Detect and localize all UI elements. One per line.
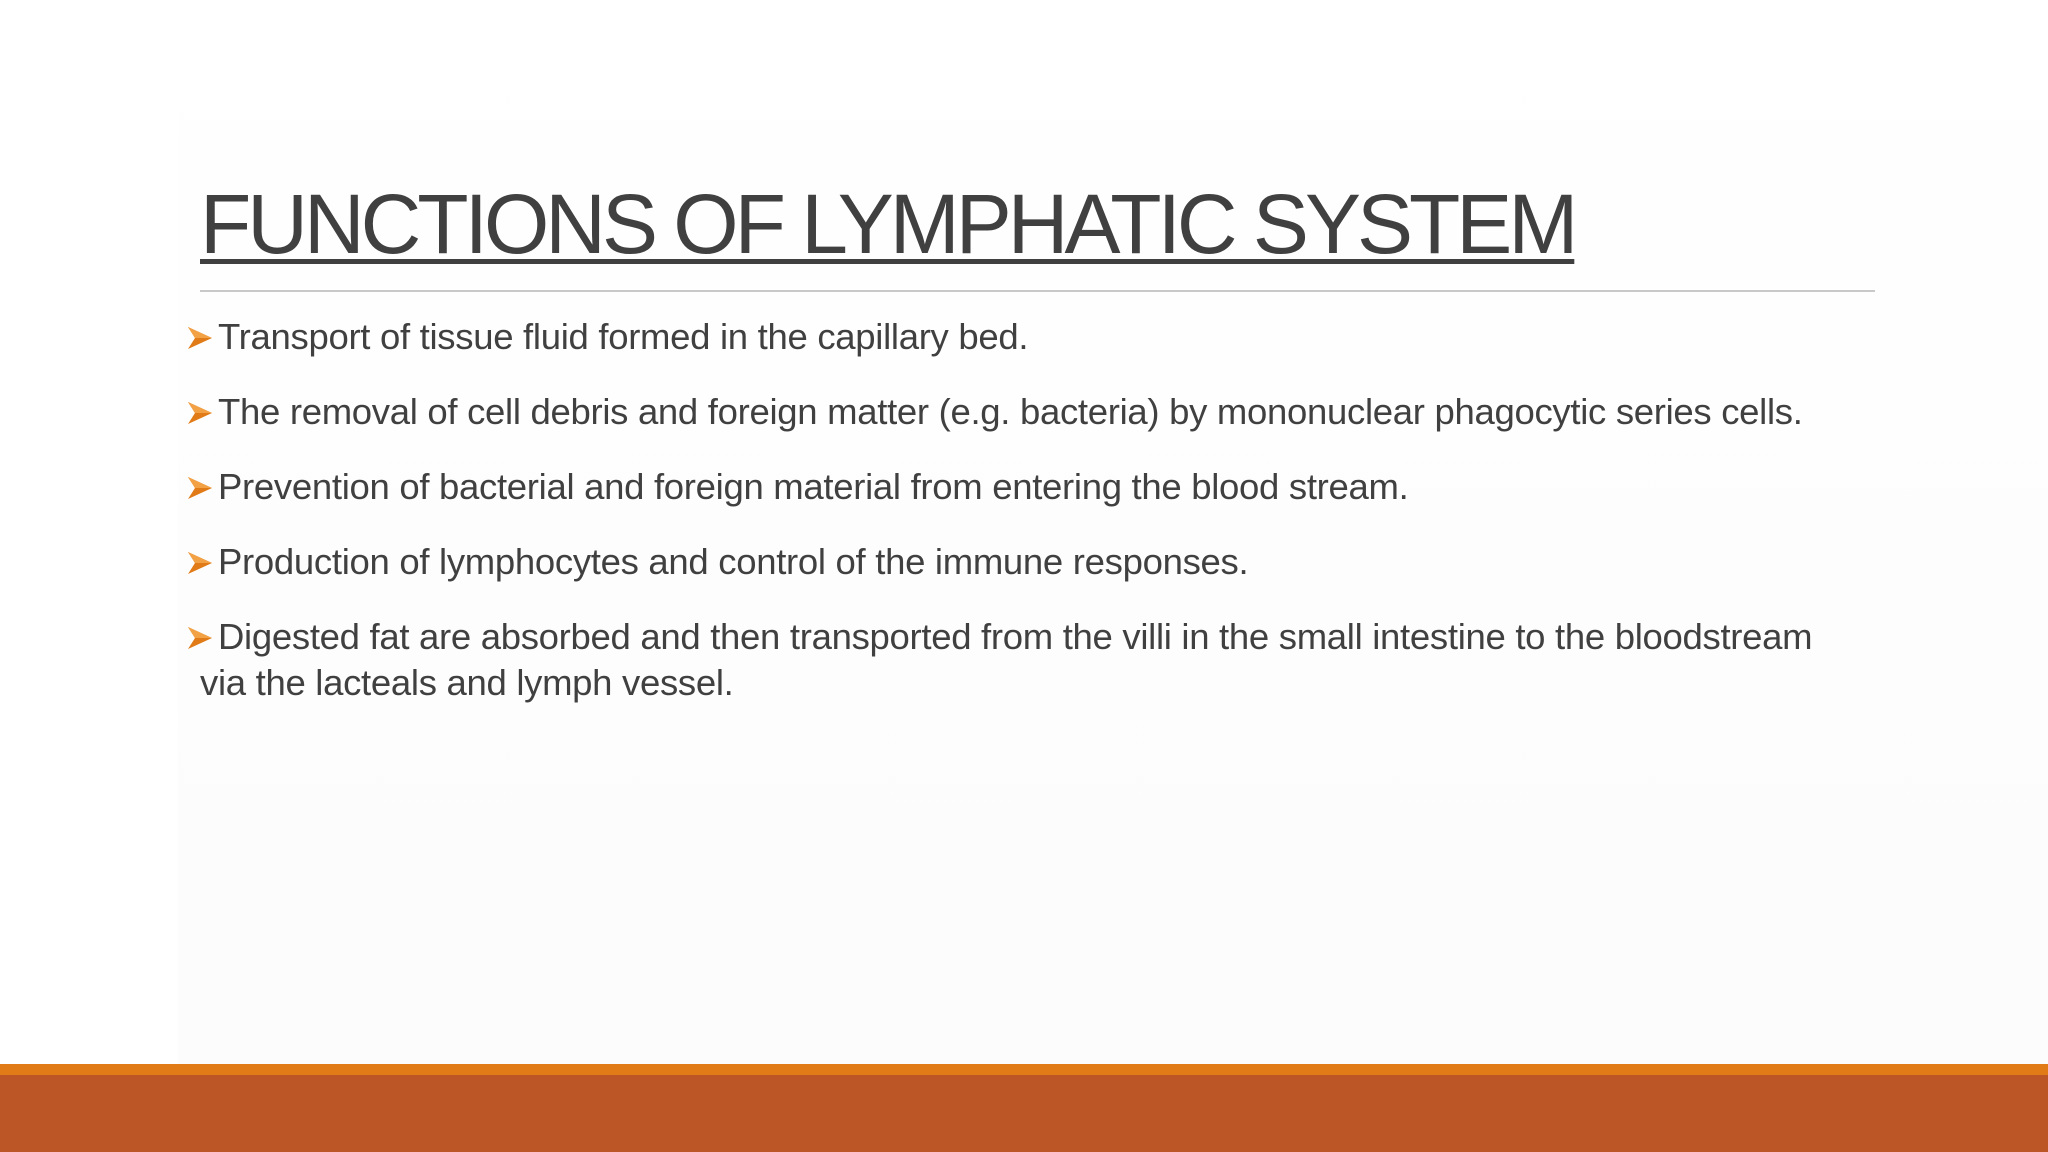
bullet-text: Digested fat are absorbed and then transported from the villi in the small intestine to the bloodstream via the lacteals and lymph vessel. [200, 616, 1813, 703]
list-item [186, 464, 1866, 510]
slide-title: FUNCTIONS OF LYMPHATIC SYSTEM [200, 177, 1575, 271]
footer-accent-stripe [0, 1064, 2048, 1075]
bullet-text: The removal of cell debris and foreign matter (e.g. bacteria) by mononuclear phagocytic series cells. [218, 391, 1803, 432]
arrowhead-icon [186, 549, 214, 577]
arrowhead-icon [186, 474, 214, 502]
list-item [186, 539, 1866, 585]
arrowhead-icon [186, 399, 214, 427]
arrowhead-icon [186, 324, 214, 352]
bullet-text: Transport of tissue fluid formed in the capillary bed. [218, 316, 1029, 357]
title-divider [200, 290, 1875, 292]
list-item [186, 614, 1866, 706]
footer-bar [0, 1075, 2048, 1152]
list-item [186, 389, 1866, 435]
bullet-text: Prevention of bacterial and foreign material from entering the blood stream. [218, 466, 1409, 507]
arrowhead-icon [186, 624, 214, 652]
bullet-list [186, 314, 1866, 735]
list-item [186, 314, 1866, 360]
bullet-text: Production of lymphocytes and control of the immune responses. [218, 541, 1249, 582]
